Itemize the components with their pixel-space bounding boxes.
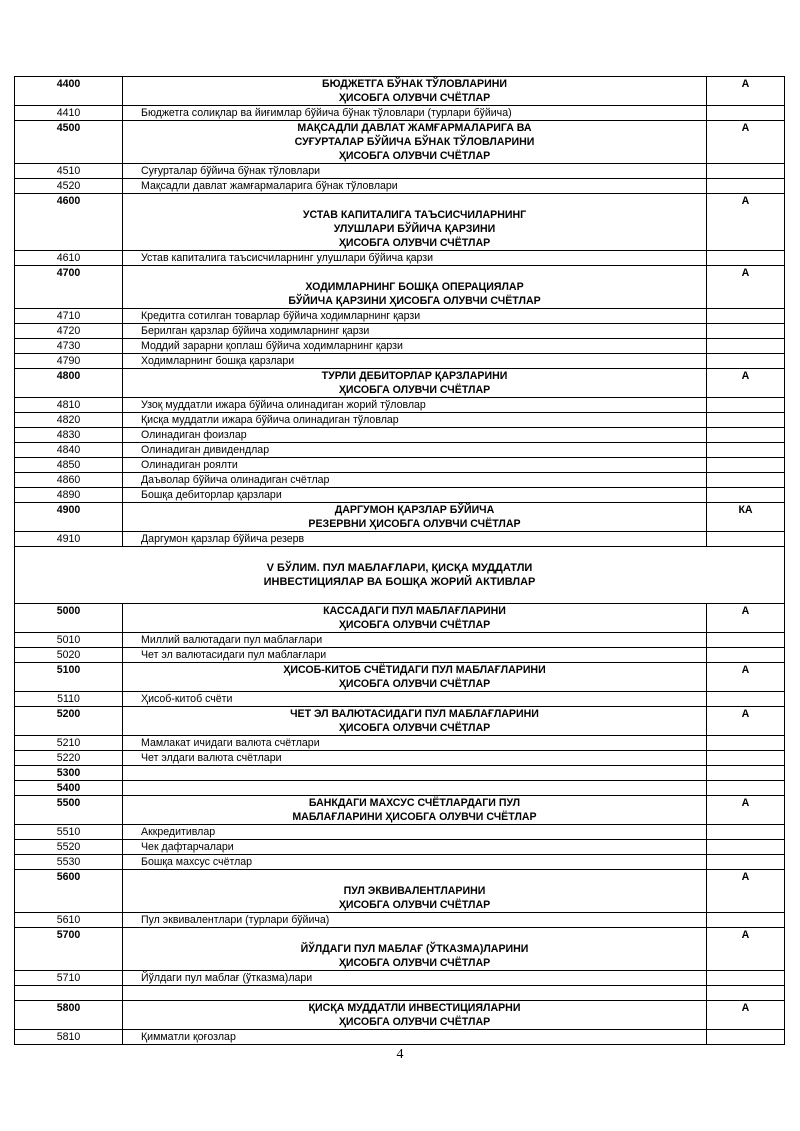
account-type (707, 428, 785, 443)
account-group-row (15, 194, 785, 251)
section-heading-line: ИНВЕСТИЦИЯЛАР ВА БОШҚА ЖОРИЙ АКТИВЛАР (263, 576, 536, 588)
account-code: 5800 (15, 1001, 123, 1030)
account-group-row (15, 928, 785, 971)
sub-account-name: Қисқа муддатли ижара бўйича олинадиган тўловлар (123, 413, 707, 428)
account-type: А (707, 796, 785, 825)
sub-account-name: Миллий валютадаги пул маблағлари (123, 633, 707, 648)
account-code: 5000 (15, 604, 123, 633)
sub-account-row (15, 488, 785, 503)
sub-account-name: Йўлдаги пул маблағ (ўтказма)лари (123, 971, 707, 986)
account-group-title-line: УСТАВ КАПИТАЛИГА ТАЪСИСЧИЛАРНИНГ (302, 209, 527, 221)
account-group-title-line: ҲИСОБГА ОЛУВЧИ СЧЁТЛАР (338, 957, 491, 969)
account-group-title-line: ДАРГУМОН ҚАРЗЛАР БЎЙИЧА (334, 504, 495, 516)
account-group-title-line: БЮДЖЕТГА БЎНАК ТЎЛОВЛАРИНИ (322, 78, 507, 90)
sub-account-row (15, 164, 785, 179)
account-group-title-line (123, 194, 706, 208)
account-type (707, 766, 785, 781)
account-group-title-line: СУҒУРТАЛАР БЎЙИЧА БЎНАК ТЎЛОВЛАРИНИ (294, 136, 535, 148)
account-group-title-line (123, 766, 706, 780)
account-group-row (15, 121, 785, 164)
account-type (707, 179, 785, 194)
section-heading-row (15, 547, 785, 604)
account-group-title (123, 928, 707, 971)
sub-account-name: Олинадиган дивидендлар (123, 443, 707, 458)
account-group-title-line: ҲИСОБГА ОЛУВЧИ СЧЁТЛАР (338, 1016, 491, 1028)
account-type: А (707, 369, 785, 398)
account-code: 5700 (15, 928, 123, 971)
account-group-title (123, 194, 707, 251)
account-type: А (707, 870, 785, 913)
account-code: 4900 (15, 503, 123, 532)
account-code: 4790 (15, 354, 123, 369)
sub-account-row (15, 428, 785, 443)
sub-account-row (15, 913, 785, 928)
account-group-row (15, 707, 785, 736)
account-group-row (15, 870, 785, 913)
sub-account-row (15, 751, 785, 766)
account-type (707, 825, 785, 840)
account-code: 4850 (15, 458, 123, 473)
account-group-title (123, 77, 707, 106)
account-group-title-line (123, 928, 706, 942)
sub-account-row (15, 532, 785, 547)
account-code: 4600 (15, 194, 123, 251)
account-group-title-line: ҚИСҚА МУДДАТЛИ ИНВЕСТИЦИЯЛАРНИ (308, 1002, 521, 1014)
account-type (707, 971, 785, 986)
sub-account-row (15, 1030, 785, 1045)
account-code: 5530 (15, 855, 123, 870)
account-group-title (123, 707, 707, 736)
blank-row (15, 986, 785, 1001)
account-group-title (123, 766, 707, 781)
account-group-title-line: ҲИСОБ-КИТОБ СЧЁТИДАГИ ПУЛ МАБЛАҒЛАРИНИ (283, 664, 546, 676)
sub-account-name: Суғурталар бўйича бўнак тўловлари (123, 164, 707, 179)
account-group-title-line: ҲИСОБГА ОЛУВЧИ СЧЁТЛАР (338, 899, 491, 911)
account-group-row (15, 1001, 785, 1030)
account-code: 4500 (15, 121, 123, 164)
account-type (707, 339, 785, 354)
sub-account-name: Мамлакат ичидаги валюта счётлари (123, 736, 707, 751)
account-code: 4840 (15, 443, 123, 458)
sub-account-name: Бошқа махсус счётлар (123, 855, 707, 870)
sub-account-name: Кредитга сотилган товарлар бўйича ходимларнинг қарзи (123, 309, 707, 324)
account-group-title (123, 604, 707, 633)
account-group-title (123, 1001, 707, 1030)
sub-account-name: Аккредитивлар (123, 825, 707, 840)
sub-account-row (15, 179, 785, 194)
account-group-title-line: ҲИСОБГА ОЛУВЧИ СЧЁТЛАР (338, 384, 491, 396)
sub-account-name: Пул эквивалентлари (турлари бўйича) (123, 913, 707, 928)
account-type (707, 443, 785, 458)
account-group-title-line: ҲИСОБГА ОЛУВЧИ СЧЁТЛАР (338, 678, 491, 690)
account-code: 5010 (15, 633, 123, 648)
account-code: 4410 (15, 106, 123, 121)
account-type (707, 398, 785, 413)
sub-account-row (15, 855, 785, 870)
account-type (707, 309, 785, 324)
account-group-title-line: ҲИСОБГА ОЛУВЧИ СЧЁТЛАР (338, 722, 491, 734)
account-group-title (123, 663, 707, 692)
sub-account-row (15, 648, 785, 663)
account-code: 4610 (15, 251, 123, 266)
account-group-title (123, 266, 707, 309)
account-type (707, 633, 785, 648)
account-type: А (707, 1001, 785, 1030)
account-group-title-line: ҲИСОБГА ОЛУВЧИ СЧЁТЛАР (338, 619, 491, 631)
account-code: 4890 (15, 488, 123, 503)
account-type: А (707, 194, 785, 251)
account-code: 5200 (15, 707, 123, 736)
account-code: 4400 (15, 77, 123, 106)
account-group-row (15, 503, 785, 532)
account-group-title-line: ЙЎЛДАГИ ПУЛ МАБЛАҒ (ЎТКАЗМА)ЛАРИНИ (300, 943, 529, 955)
account-group-row (15, 766, 785, 781)
account-type (707, 692, 785, 707)
account-group-row (15, 77, 785, 106)
account-type (707, 413, 785, 428)
blank-cell (123, 986, 707, 1001)
sub-account-row (15, 339, 785, 354)
sub-account-row (15, 443, 785, 458)
account-code: 4830 (15, 428, 123, 443)
account-group-title-line: МАҚСАДЛИ ДАВЛАТ ЖАМҒАРМАЛАРИГА ВА (297, 122, 532, 134)
sub-account-row (15, 309, 785, 324)
account-group-title (123, 369, 707, 398)
account-type (707, 840, 785, 855)
sub-account-row (15, 473, 785, 488)
account-group-title-line: ҲИСОБГА ОЛУВЧИ СЧЁТЛАР (338, 150, 491, 162)
sub-account-row (15, 251, 785, 266)
account-type: А (707, 266, 785, 309)
account-code: 5020 (15, 648, 123, 663)
account-code: 5100 (15, 663, 123, 692)
account-type (707, 458, 785, 473)
account-group-row (15, 796, 785, 825)
sub-account-row (15, 354, 785, 369)
sub-account-row (15, 736, 785, 751)
account-group-title-line (123, 266, 706, 280)
account-group-title-line: РЕЗЕРВНИ ҲИСОБГА ОЛУВЧИ СЧЁТЛАР (308, 518, 521, 530)
sub-account-row (15, 633, 785, 648)
account-group-title (123, 870, 707, 913)
account-code: 5220 (15, 751, 123, 766)
account-type: А (707, 77, 785, 106)
sub-account-name: Даъволар бўйича олинадиган счётлар (123, 473, 707, 488)
sub-account-name: Даргумон қарзлар бўйича резерв (123, 532, 707, 547)
account-code: 5110 (15, 692, 123, 707)
account-code: 5210 (15, 736, 123, 751)
account-type (707, 532, 785, 547)
sub-account-name: Мақсадли давлат жамғармаларига бўнак тўловлари (123, 179, 707, 194)
account-code: 5810 (15, 1030, 123, 1045)
account-group-title-line: МАБЛАҒЛАРИНИ ҲИСОБГА ОЛУВЧИ СЧЁТЛАР (292, 811, 537, 823)
account-type (707, 751, 785, 766)
account-type: А (707, 928, 785, 971)
sub-account-name: Ҳисоб-китоб счёти (123, 692, 707, 707)
account-group-title (123, 503, 707, 532)
account-group-row (15, 369, 785, 398)
sub-account-name: Қимматли қоғозлар (123, 1030, 707, 1045)
account-group-row (15, 781, 785, 796)
account-code: 4810 (15, 398, 123, 413)
account-code: 4700 (15, 266, 123, 309)
sub-account-name: Бюджетга солиқлар ва йиғимлар бўйича бўнак тўловлари (турлари бўйича) (123, 106, 707, 121)
account-code: 4730 (15, 339, 123, 354)
blank-cell (15, 986, 123, 1001)
sub-account-name: Олинадиган фоизлар (123, 428, 707, 443)
account-code: 4860 (15, 473, 123, 488)
account-type: КА (707, 503, 785, 532)
sub-account-name: Берилган қарзлар бўйича ходимларнинг қарзи (123, 324, 707, 339)
account-type: А (707, 707, 785, 736)
account-code: 5400 (15, 781, 123, 796)
sub-account-name: Чет элдаги валюта счётлари (123, 751, 707, 766)
account-type (707, 324, 785, 339)
account-code: 4520 (15, 179, 123, 194)
account-group-title-line: ҲИСОБГА ОЛУВЧИ СЧЁТЛАР (338, 237, 491, 249)
account-group-title-line: ХОДИМЛАРНИНГ БОШҚА ОПЕРАЦИЯЛАР (305, 281, 524, 293)
sub-account-row (15, 458, 785, 473)
section-heading-line: V БЎЛИМ. ПУЛ МАБЛАҒЛАРИ, ҚИСҚА МУДДАТЛИ (266, 562, 533, 574)
account-code: 5600 (15, 870, 123, 913)
account-group-title (123, 781, 707, 796)
sub-account-name: Чет эл валютасидаги пул маблағлари (123, 648, 707, 663)
account-group-title-line (123, 870, 706, 884)
account-type (707, 781, 785, 796)
account-type: А (707, 121, 785, 164)
account-code: 5520 (15, 840, 123, 855)
account-type: А (707, 604, 785, 633)
account-code: 5610 (15, 913, 123, 928)
account-code: 4800 (15, 369, 123, 398)
account-type: А (707, 663, 785, 692)
section-heading (15, 547, 785, 604)
sub-account-row (15, 413, 785, 428)
account-group-title-line: ҲИСОБГА ОЛУВЧИ СЧЁТЛАР (338, 92, 491, 104)
sub-account-name: Узоқ муддатли ижара бўйича олинадиган жорий тўловлар (123, 398, 707, 413)
account-group-row (15, 266, 785, 309)
sub-account-row (15, 971, 785, 986)
sub-account-name: Олинадиган роялти (123, 458, 707, 473)
account-group-title-line: БЎЙИЧА ҚАРЗИНИ ҲИСОБГА ОЛУВЧИ СЧЁТЛАР (288, 295, 541, 307)
account-group-title-line: ЧЕТ ЭЛ ВАЛЮТАСИДАГИ ПУЛ МАБЛАҒЛАРИНИ (290, 708, 539, 720)
page-number: 4 (396, 1047, 404, 1062)
account-type (707, 1030, 785, 1045)
account-code: 4720 (15, 324, 123, 339)
account-group-title-line: БАНКДАГИ МАХСУС СЧЁТЛАРДАГИ ПУЛ (308, 797, 521, 809)
account-group-title (123, 796, 707, 825)
section-heading-line (19, 589, 780, 603)
account-group-title-line: УЛУШЛАРИ БЎЙИЧА ҚАРЗИНИ (333, 223, 496, 235)
account-code: 5500 (15, 796, 123, 825)
account-type (707, 913, 785, 928)
account-type (707, 855, 785, 870)
blank-cell (707, 986, 785, 1001)
account-group-row (15, 663, 785, 692)
account-type (707, 488, 785, 503)
account-type (707, 736, 785, 751)
account-code: 5710 (15, 971, 123, 986)
account-code: 5300 (15, 766, 123, 781)
account-code: 4910 (15, 532, 123, 547)
account-type (707, 354, 785, 369)
account-code: 5510 (15, 825, 123, 840)
account-type (707, 473, 785, 488)
account-type (707, 164, 785, 179)
account-code: 4710 (15, 309, 123, 324)
account-code: 4820 (15, 413, 123, 428)
account-group-row (15, 604, 785, 633)
account-type (707, 648, 785, 663)
account-type (707, 251, 785, 266)
sub-account-row (15, 692, 785, 707)
chart-of-accounts-table (14, 76, 785, 1045)
accounts-table-body (15, 77, 785, 1045)
account-group-title (123, 121, 707, 164)
sub-account-row (15, 324, 785, 339)
sub-account-row (15, 398, 785, 413)
account-group-title-line: ТУРЛИ ДЕБИТОРЛАР ҚАРЗЛАРИНИ (321, 370, 508, 382)
sub-account-row (15, 840, 785, 855)
account-code: 4510 (15, 164, 123, 179)
section-heading-line (19, 547, 780, 561)
account-group-title-line (123, 781, 706, 795)
sub-account-name: Устав капиталига таъсисчиларнинг улушлари бўйича қарзи (123, 251, 707, 266)
account-type (707, 106, 785, 121)
sub-account-row (15, 825, 785, 840)
sub-account-name: Бошқа дебиторлар қарзлари (123, 488, 707, 503)
sub-account-name: Чек дафтарчалари (123, 840, 707, 855)
sub-account-row (15, 106, 785, 121)
sub-account-name: Ходимларнинг бошқа қарзлари (123, 354, 707, 369)
account-group-title-line: КАССАДАГИ ПУЛ МАБЛАҒЛАРИНИ (323, 605, 506, 617)
sub-account-name: Моддий зарарни қоплаш бўйича ходимларнинг қарзи (123, 339, 707, 354)
account-group-title-line: ПУЛ ЭКВИВАЛЕНТЛАРИНИ (343, 885, 486, 897)
